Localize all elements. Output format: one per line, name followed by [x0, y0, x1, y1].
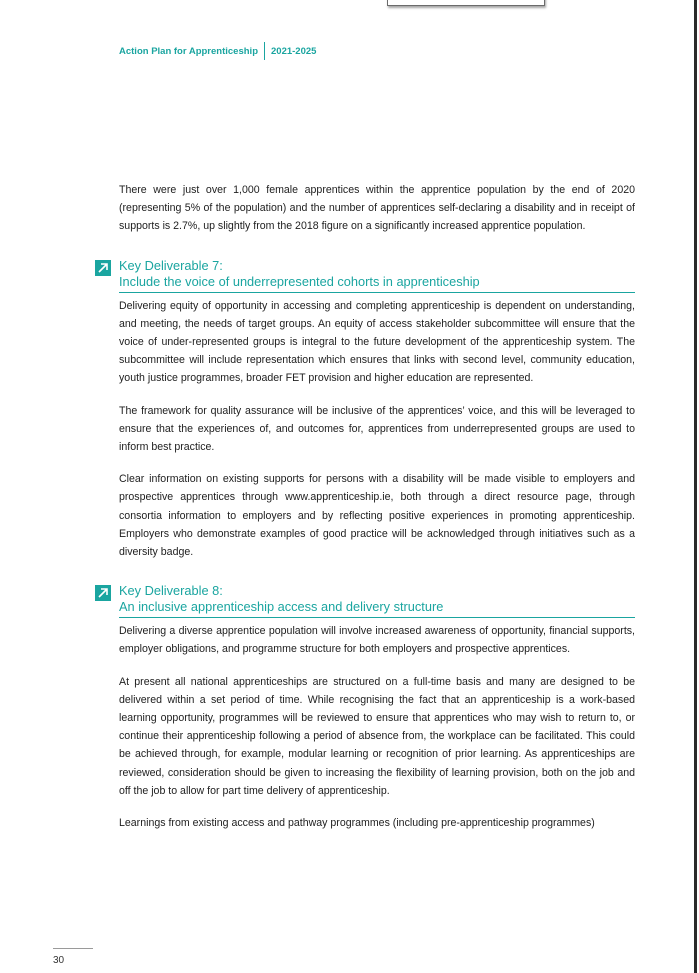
page-edge-bar — [694, 0, 697, 973]
key-deliverable-7 — [119, 258, 635, 562]
header-title: Action Plan for Apprenticeship — [119, 45, 258, 57]
page-number: 30 — [53, 955, 65, 966]
running-header — [119, 42, 316, 60]
top-overlay-box — [387, 0, 545, 6]
section-divider — [119, 617, 635, 618]
deliverable-paragraph: Clear information on existing supports for persons with a disability will be made visible to employers and prospective apprentices through www.apprenticeship.ie, both through a direct resource page, through consortia information to employers and by reflecting positive experiences in promoting apprenticeship. Employers who demonstrate examples of good practice will be acknowledged through initiatives such as a diversity badge. — [119, 473, 635, 559]
header-years: 2021-2025 — [271, 45, 317, 57]
deliverable-paragraph: Learnings from existing access and pathway programmes (including pre-apprenticeship programmes) — [119, 817, 595, 830]
footer-divider — [53, 948, 93, 949]
deliverable-paragraph: Delivering a diverse apprentice population will involve increased awareness of opportunity, financial supports, employer obligations, and programme structure for both employers and prospective apprentices. — [119, 625, 635, 656]
section-divider — [119, 292, 635, 293]
deliverable-paragraph: Delivering equity of opportunity in accessing and completing apprenticeship is dependent on understanding, and meeting, the needs of target groups. An equity of access stakeholder subcommittee will ensure that the voice of under-represented groups is integral to the future development of the apprenticeship system. The subcommittee will include representation which ensures that links with second level, community education, youth justice programmes, broader FET provision and higher education are represented. — [119, 299, 635, 385]
intro-paragraph: There were just over 1,000 female apprentices within the apprentice population by the end of 2020 (representing 5% of the population) and the number of apprentices self-declaring a disability and in receipt of supports is 2.7%, up slightly from the 2018 figure on a significantly increased apprentice population. — [119, 184, 635, 233]
key-deliverable-8 — [119, 583, 635, 832]
main-content — [119, 181, 635, 846]
deliverable-paragraph: The framework for quality assurance will be inclusive of the apprentices’ voice, and this will be leveraged to ensure that the experiences of, and outcomes for, apprentices from underrepresented groups are used to inform best practice. — [119, 404, 635, 454]
deliverable-paragraph: At present all national apprenticeships are structured on a full-time basis and many are designed to be delivered within a set period of time. While recognising the fact that an apprenticeship is a work-based learning opportunity, programmes will be reviewed to ensure that apprentices who may wish to return to, or continue their apprenticeship following a period of absence from, the workplace can be facilitated. This could be achieved through, for example, modular learning or recognition of prior learning. As apprenticeships are reviewed, consideration should be given to increasing the flexibility of learning provision, both on the job and off the job to allow for part time delivery of apprenticeship. — [119, 675, 635, 797]
deliverable-subtitle: Include the voice of underrepresented cohorts in apprenticeship — [119, 273, 480, 289]
deliverable-title: Key Deliverable 8: — [119, 583, 223, 599]
arrow-up-right-icon — [95, 260, 111, 276]
deliverable-title: Key Deliverable 7: — [119, 257, 223, 273]
header-separator — [264, 42, 265, 60]
arrow-up-right-icon — [95, 585, 111, 601]
deliverable-subtitle: An inclusive apprenticeship access and delivery structure — [119, 599, 444, 615]
